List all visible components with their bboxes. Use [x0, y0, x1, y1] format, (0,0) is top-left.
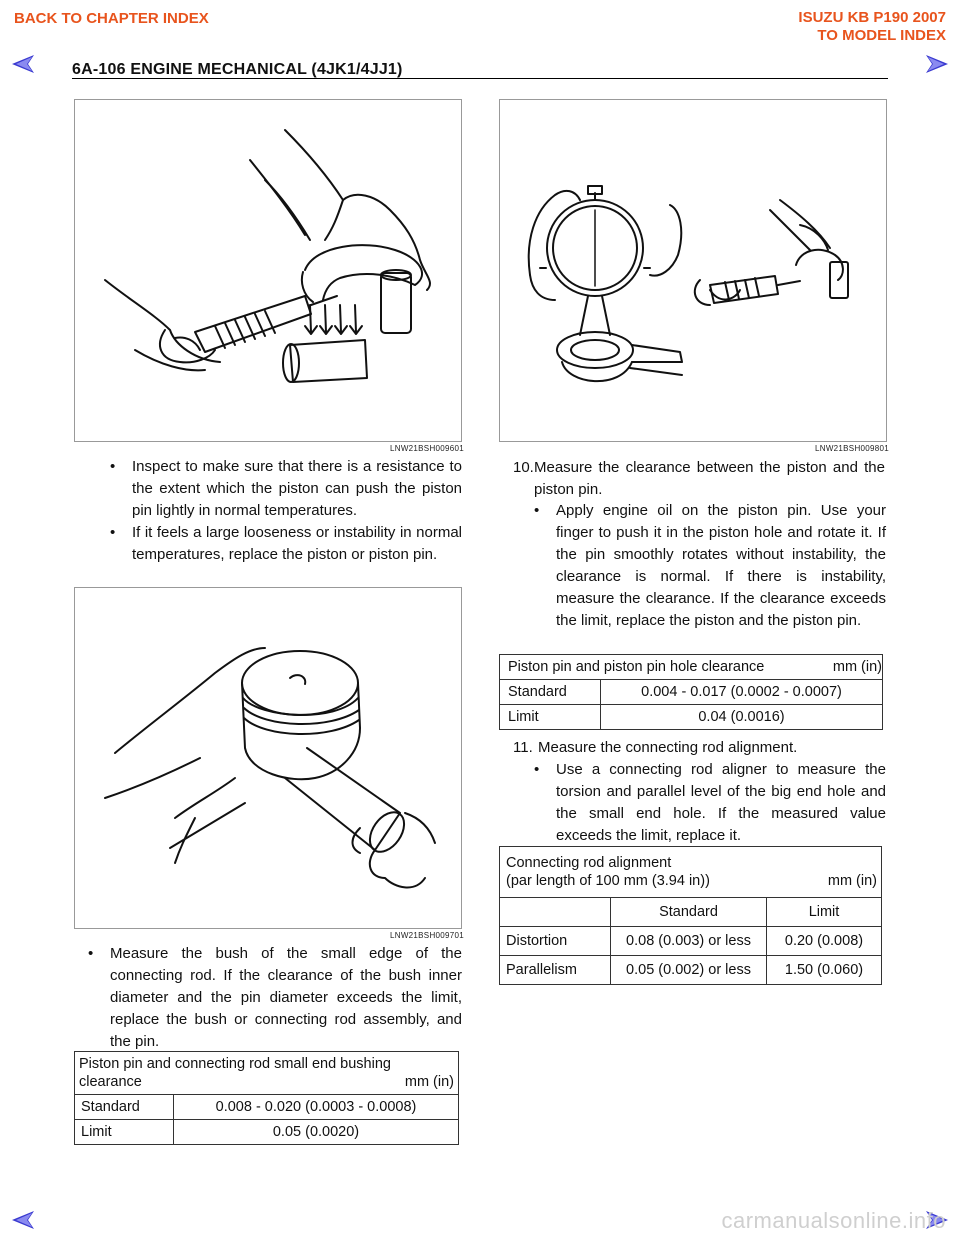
step-10-text: Measure the clearance between the piston and the piston pin.	[534, 459, 885, 498]
bullet-use-aligner: • Use a connecting rod aligner to measure the torsion and parallel level of the big end hole and the small end hole. If the measured value exceeds the limit, replace it.	[556, 759, 886, 847]
table-caption-row	[79, 1073, 454, 1091]
table-caption-cell	[500, 655, 883, 680]
bullet-apply-engine-oil: • Apply engine oil on the piston pin. Use your finger to push it in the piston hole and rotate it. If the pin smoothly rotates without instability, the clearance is normal. If there is instability, measure the clearance. If the clearance exceeds the limit, replace the piston and the piston pin.	[556, 500, 886, 632]
table-header-row	[500, 898, 882, 927]
to-model-index-link[interactable]: TO MODEL INDEX	[817, 27, 946, 44]
figure-3-id: LNW21BSH009801	[815, 444, 890, 453]
table-row	[500, 680, 883, 705]
watermark: carmanualsonline.info	[721, 1208, 946, 1233]
bullet-text: If it feels a large looseness or instability in normal temperatures, replace the piston or piston pin.	[132, 524, 462, 563]
page-header-title: 6A-106 ENGINE MECHANICAL (4JK1/4JJ1)	[72, 61, 403, 78]
row-standard: 0.05 (0.002) or less	[611, 956, 767, 985]
bullet-text: Inspect to make sure that there is a resistance to the extent which the piston can push the piston pin lightly in normal temperatures.	[132, 458, 462, 519]
table-caption-line1: Piston pin and connecting rod small end bushing	[79, 1056, 391, 1072]
table-row	[75, 1120, 459, 1145]
next-page-arrow-icon[interactable]	[922, 54, 948, 74]
micrometer-illustration	[75, 100, 461, 441]
table-caption-cell	[75, 1052, 459, 1095]
figure-2-id: LNW21BSH009701	[390, 931, 465, 940]
header-blank	[500, 898, 611, 927]
row-label: Limit	[500, 705, 601, 730]
previous-page-arrow-icon-bottom[interactable]	[12, 1210, 38, 1230]
table-piston-pin-hole-clearance	[499, 654, 883, 730]
row-label: Limit	[75, 1120, 174, 1145]
previous-page-arrow-icon[interactable]	[12, 54, 38, 74]
bullet-text: Use a connecting rod aligner to measure the torsion and parallel level of the big end hole and the small end hole. If the measured value exceeds the limit, replace it.	[556, 761, 886, 844]
row-limit: 0.20 (0.008)	[767, 927, 882, 956]
row-label: Distortion	[500, 927, 611, 956]
table-row	[500, 956, 882, 985]
row-label: Parallelism	[500, 956, 611, 985]
step-11-text: Measure the connecting rod alignment.	[538, 739, 798, 756]
figure-micrometer-piston-pin	[74, 99, 462, 442]
header-rule	[72, 78, 888, 79]
dial-gauge-illustration	[500, 100, 886, 441]
table-row	[75, 1095, 459, 1120]
table-unit: mm (in)	[832, 659, 882, 675]
bullet-text: Measure the bush of the small edge of the connecting rod. If the clearance of the bush inner diameter and the pin diameter exceeds the limit, replace the bush or connecting rod assembly, and the pin.	[110, 945, 462, 1050]
step-10	[513, 457, 885, 501]
table-caption-line1: Connecting rod alignment	[506, 855, 672, 871]
model-nav	[798, 9, 946, 45]
figure-1-id: LNW21BSH009601	[390, 444, 465, 453]
table-caption-cell	[500, 847, 882, 898]
table-unit: mm (in)	[827, 873, 877, 889]
row-value: 0.004 - 0.017 (0.0002 - 0.0007)	[601, 680, 883, 705]
figure-piston-pin-insert	[74, 587, 462, 929]
bullet-inspect-resistance: • Inspect to make sure that there is a resistance to the extent which the piston can push the piston pin lightly in normal temperatures.	[132, 456, 462, 522]
model-name-link[interactable]: ISUZU KB P190 2007	[798, 9, 946, 26]
row-standard: 0.08 (0.003) or less	[611, 927, 767, 956]
piston-illustration	[75, 588, 461, 928]
row-label: Standard	[500, 680, 601, 705]
table-row	[500, 705, 883, 730]
row-value: 0.04 (0.0016)	[601, 705, 883, 730]
step-11	[513, 737, 885, 759]
table-caption-row	[508, 659, 882, 675]
table-caption-row	[506, 872, 877, 890]
figure-dial-gauge	[499, 99, 887, 442]
header-standard: Standard	[611, 898, 767, 927]
step-11-number: 11.	[513, 739, 533, 756]
table-row	[500, 927, 882, 956]
row-limit: 1.50 (0.060)	[767, 956, 882, 985]
table-caption-line2: (par length of 100 mm (3.94 in))	[506, 873, 710, 889]
table-unit: mm (in)	[404, 1074, 454, 1090]
back-to-chapter-index-link[interactable]: BACK TO CHAPTER INDEX	[14, 10, 209, 27]
table-connecting-rod-alignment	[499, 846, 882, 985]
bullet-measure-bush: • Measure the bush of the small edge of the connecting rod. If the clearance of the bush inner diameter and the pin diameter exceeds the limit, replace the bush or connecting rod assembly, and the pin.	[110, 943, 462, 1053]
table-caption-line2: clearance	[79, 1074, 142, 1090]
step-10-number: 10.	[513, 459, 534, 476]
row-label: Standard	[75, 1095, 174, 1120]
row-value: 0.05 (0.0020)	[174, 1120, 459, 1145]
bullet-text: Apply engine oil on the piston pin. Use your finger to push it in the piston hole and rotate it. If the pin smoothly rotates without instability, the clearance is normal. If there is instability, measure the clearance. If the clearance exceeds the limit, replace the piston and the piston pin.	[556, 502, 886, 629]
row-value: 0.008 - 0.020 (0.0003 - 0.0008)	[174, 1095, 459, 1120]
table-caption: Piston pin and piston pin hole clearance	[508, 659, 765, 675]
bullet-large-looseness: • If it feels a large looseness or instability in normal temperatures, replace the piston or piston pin.	[132, 522, 462, 566]
header-limit: Limit	[767, 898, 882, 927]
table-small-end-bushing-clearance	[74, 1051, 459, 1145]
